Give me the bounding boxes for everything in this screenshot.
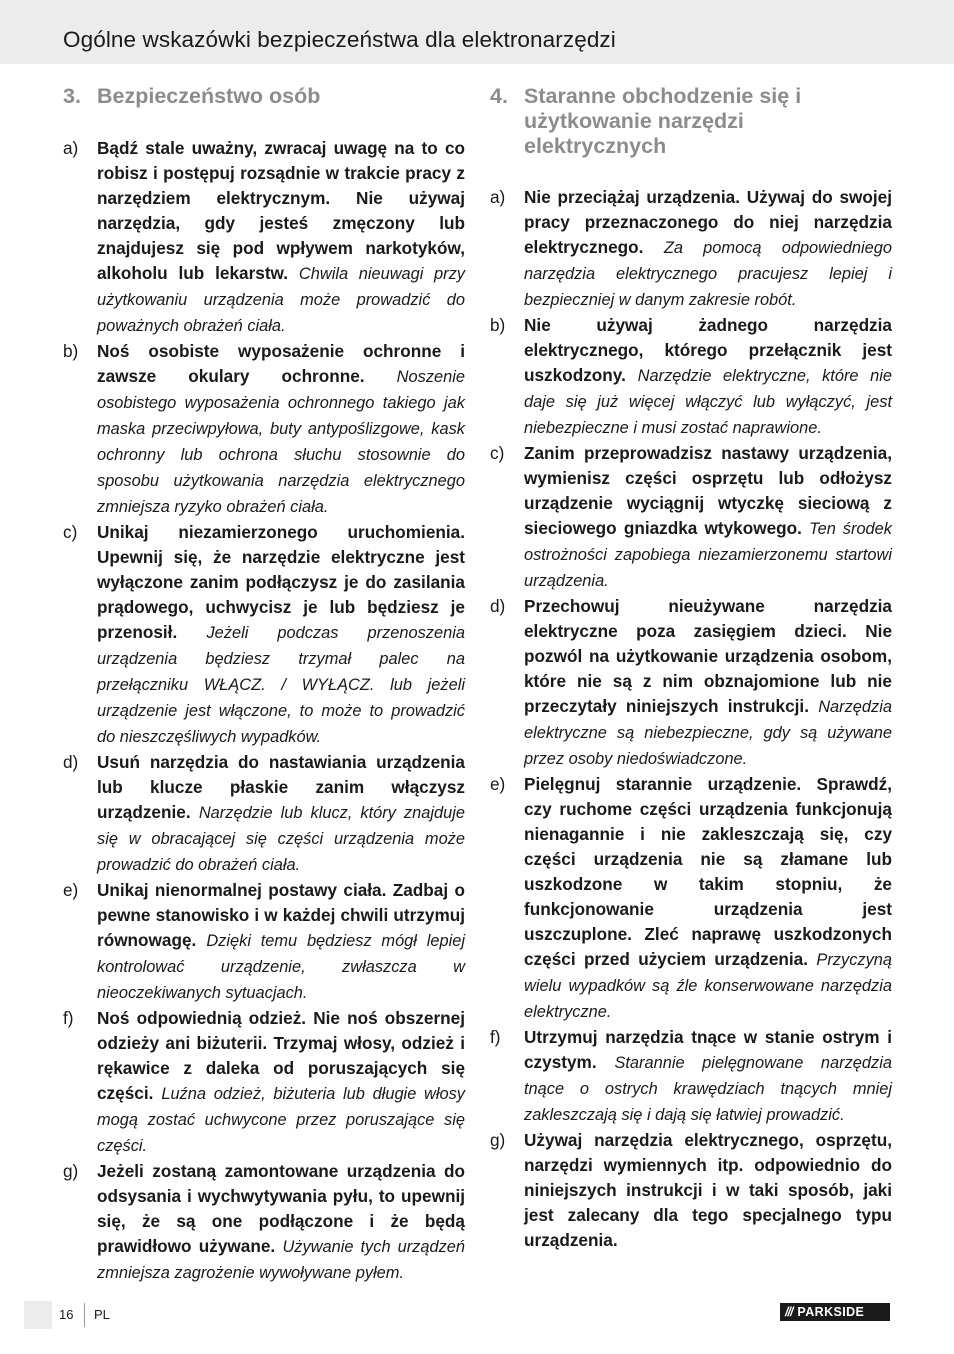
list-item: [490, 441, 892, 594]
section-heading-personal-safety: [63, 84, 465, 109]
item-letter: d): [490, 596, 506, 616]
right-column: [490, 84, 892, 1254]
item-text: [97, 339, 465, 520]
item-instruction: Utrzymuj narzędzia tnące w stanie ostrym i czystym.: [524, 1027, 892, 1072]
item-letter: c): [490, 443, 505, 463]
footer-box: [24, 1301, 52, 1329]
item-explanation: Jeżeli podczas przenoszenia urządzenia będziesz trzymał palec na przełączniku WŁĄCZ. / WYŁĄCZ. lub jeżeli urządzenie jest włączone, to może to prowadzić do nieszczęśliwych wypadków.: [97, 624, 465, 746]
list-item: [63, 1006, 465, 1159]
item-explanation: Używanie tych urządzeń zmniejsza zagrożenie wywoływane pyłem.: [97, 1238, 466, 1282]
item-explanation: Narzędzie lub klucz, który znajduje się w obracającej się części urządzenia może prowadzić do obrażeń ciała.: [97, 804, 465, 874]
list-item: [490, 185, 892, 313]
section-title: Staranne obchodzenie się i użytkowanie narzędzi elektrycznych: [524, 84, 802, 158]
item-text: [524, 1128, 892, 1254]
item-letter: e): [63, 880, 79, 900]
item-explanation: Chwila nieuwagi przy użytkowaniu urządzenia może prowadzić do poważnych obrażeń ciała.: [97, 265, 465, 335]
item-text: [97, 1159, 465, 1286]
item-letter: c): [63, 522, 78, 542]
list-item: [490, 1128, 892, 1254]
list-item: [490, 1025, 892, 1128]
item-explanation: Przyczyną wielu wypadków są źle konserwowane narzędzia elektryczne.: [524, 951, 893, 1021]
item-instruction: Noś odpowiednią odzież. Nie noś obszernej odzieży ani biżuterii. Trzymaj włosy, odzież i rękawice z daleka od poruszających się części.: [97, 1008, 465, 1103]
list-item: [63, 520, 465, 750]
item-explanation: Luźna odzież, biżuteria lub długie włosy mogą zostać uchwycone przez poruszające się części.: [97, 1085, 465, 1155]
section-number: 3.: [63, 84, 81, 108]
item-text: [524, 1025, 892, 1128]
item-instruction: Unikaj nienormalnej postawy ciała. Zadbaj o pewne stanowisko i w każdej chwili utrzymuj równowagę.: [97, 880, 465, 950]
item-explanation: Narzędzie elektryczne, które nie daje się już więcej włączyć lub wyłączyć, jest niebezpieczne i musi zostać naprawione.: [524, 367, 892, 437]
list-item: [490, 772, 892, 1025]
item-letter: g): [490, 1130, 506, 1150]
item-letter: f): [490, 1027, 501, 1047]
item-instruction: Używaj narzędzia elektrycznego, osprzętu, narzędzi wymiennych itp. odpowiednio do niniejszych instrukcji i w taki sposób, jaki jest zalecany dla tego specjalnego typu urządzenia.: [524, 1130, 892, 1250]
item-instruction: Przechowuj nieużywane narzędzia elektryczne poza zasięgiem dzieci. Nie pozwól na użytkowanie urządzenia osobom, które nie są z nim obznajomione lub nie przeczytały niniejszych instrukcji.: [524, 596, 892, 716]
page-number: 16: [59, 1307, 74, 1322]
page-title: Ogólne wskazówki bezpieczeństwa dla elektronarzędzi: [63, 27, 616, 52]
item-letter: g): [63, 1161, 79, 1181]
item-explanation: Ten środek ostrożności zapobiega niezamierzonemu startowi urządzenia.: [524, 520, 892, 590]
item-explanation: Za pomocą odpowiedniego narzędzia elektrycznego pracujesz lepiej i bezpieczniej w danym zakresie robót.: [524, 239, 892, 309]
item-text: [524, 313, 892, 441]
item-text: [524, 441, 892, 594]
section-number: 4.: [490, 84, 508, 108]
item-letter: e): [490, 774, 506, 794]
footer-divider: [84, 1303, 85, 1327]
item-text: [97, 750, 465, 878]
item-explanation: Narzędzia elektryczne są niebezpieczne, gdy są używane przez osoby niedoświadczone.: [524, 698, 892, 768]
left-column: [63, 84, 465, 1286]
logo-text: PARKSIDE: [797, 1305, 865, 1319]
item-text: [524, 772, 892, 1025]
language-code: PL: [94, 1307, 110, 1322]
item-text: [524, 185, 892, 313]
logo-mark: ///: [785, 1305, 793, 1319]
section-heading-tool-use-care: [490, 84, 892, 159]
list-item: [63, 339, 465, 520]
item-text: [97, 520, 465, 750]
item-instruction: Zanim przeprowadzisz nastawy urządzenia, wymienisz części osprzętu lub odłożysz urządzenie wyciągnij wtyczkę sieciową z sieciowego gniazdka wtykowego.: [524, 443, 892, 538]
item-text: [524, 594, 892, 772]
item-explanation: Starannie pielęgnowane narzędzia tnące o ostrych krawędziach tnących mniej zakleszczają się i dają się łatwiej prowadzić.: [524, 1054, 892, 1124]
item-letter: d): [63, 752, 79, 772]
item-instruction: Noś osobiste wyposażenie ochronne i zawsze okulary ochronne.: [97, 341, 465, 386]
item-letter: f): [63, 1008, 74, 1028]
item-instruction: Bądź stale uważny, zwracaj uwagę na to co robisz i postępuj rozsądnie w trakcie pracy z narzędziem elektrycznym. Nie używaj narzędzia, gdy jesteś zmęczony lub znajdujesz się pod wpływem narkotyków, alkoholu lub lekarstw.: [97, 138, 465, 283]
list-item: [63, 136, 465, 339]
item-instruction: Nie używaj żadnego narzędzia elektrycznego, którego przełącznik jest uszkodzony.: [524, 315, 892, 385]
item-explanation: Noszenie osobistego wyposażenia ochronnego takiego jak maska przeciwpyłowa, buty antypoślizgowe, kask ochronny lub ochrona słuchu stosownie do sposobu użytkowania narzędzia elektrycznego zmniejsza ryzyko obrażeń ciała.: [97, 368, 466, 516]
list-item: [63, 750, 465, 878]
item-instruction: Pielęgnuj starannie urządzenie. Sprawdź, czy ruchome części urządzenia funkcjonują nienagannie i nie zakleszczają się, czy części urządzenia nie są złamane lub uszkodzone w takim stopniu, że funkcjonowanie urządzenia jest uszczuplone. Zleć naprawę uszkodzonych części przed użyciem urządzenia.: [524, 774, 892, 969]
list-item: [63, 1159, 465, 1286]
list-item: [490, 313, 892, 441]
section-title: Bezpieczeństwo osób: [97, 84, 321, 108]
item-instruction: Jeżeli zostaną zamontowane urządzenia do odsysania i wychwytywania pyłu, to upewnij się, że są one podłączone i że będą prawidłowo używane.: [97, 1161, 465, 1256]
item-explanation: Dzięki temu będziesz mógł lepiej kontrolować urządzenie, zwłaszcza w nieoczekiwanych sytuacjach.: [97, 932, 465, 1002]
item-text: [97, 1006, 465, 1159]
item-instruction: Usuń narzędzia do nastawiania urządzenia lub klucze płaskie zanim włączysz urządzenie.: [97, 752, 465, 822]
item-text: [97, 878, 465, 1006]
parkside-logo: [780, 1303, 890, 1321]
item-letter: b): [490, 315, 506, 335]
item-letter: a): [490, 187, 506, 207]
item-text: [97, 136, 465, 339]
list-item: [63, 878, 465, 1006]
item-instruction: Nie przeciążaj urządzenia. Używaj do swojej pracy przeznaczonego do niej narzędzia elektrycznego.: [524, 187, 892, 257]
item-letter: a): [63, 138, 79, 158]
item-instruction: Unikaj niezamierzonego uruchomienia. Upewnij się, że narzędzie elektryczne jest wyłączone zanim podłączysz je do zasilania prądowego, uchwycisz je lub będziesz je przenosił.: [97, 522, 465, 642]
list-item: [490, 594, 892, 772]
item-letter: b): [63, 341, 79, 361]
